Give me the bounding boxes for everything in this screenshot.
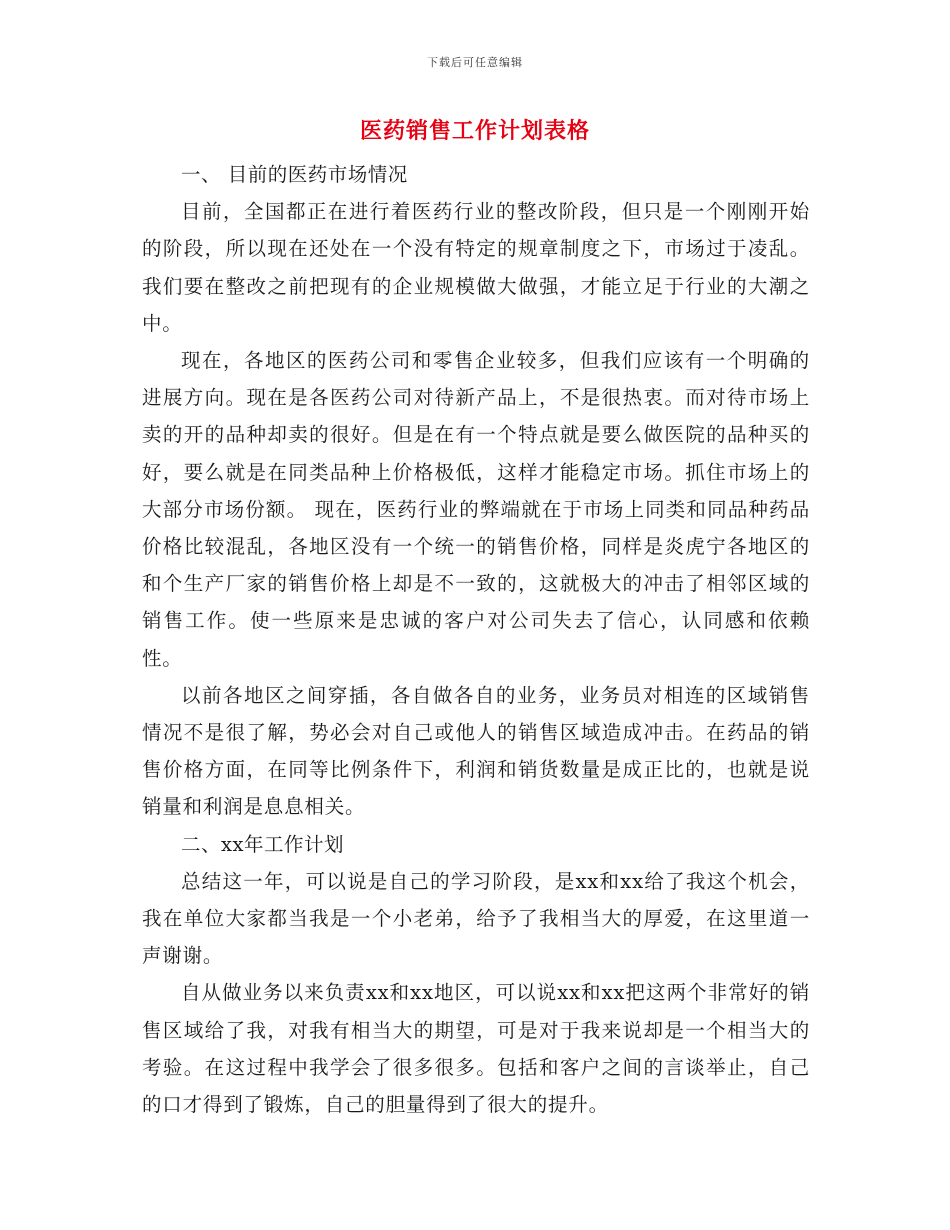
paragraph: 自从做业务以来负责xx和xx地区，可以说xx和xx把这两个非常好的销售区域给了我，对我有相当大的期望，可是对于我来说却是一个相当大的考验。在这过程中我学会了很多很多。包括和客户之间的言谈举止，自己的口才得到了锻炼，自己的胆量得到了很大的提升。 <box>142 981 810 1117</box>
paragraph: 现在，各地区的医药公司和零售企业较多，但我们应该有一个明确的进展方向。现在是各医药公司对待新产品上，不是很热衷。而对待市场上卖的开的品种却卖的很好。但是在有一个特点就是要么做医院的品种买的好，要么就是在同类品种上价格极低，这样才能稳定市场。抓住市场上的大部分市场份额。 现在，医药行业的弊端就在于市场上同类和同品种药品价格比较混乱，各地区没有一个统一的销售价格，同样是炎虎宁各地区的和个生产厂家的销售价格上却是不一致的，这就极大的冲击了相邻区域的销售工作。使一些原来是忠诚的客户对公司失去了信心，认同感和依赖性。 <box>142 349 810 670</box>
paragraph: 总结这一年，可以说是自己的学习阶段，是xx和xx给了我这个机会，我在单位大家都当我是一个小老弟，给予了我相当大的厚爱，在这里道一声谢谢。 <box>142 869 810 968</box>
section-heading-plan: 二、xx年工作计划 <box>181 832 344 856</box>
paragraph: 目前，全国都正在进行着医药行业的整改阶段，但只是一个刚刚开始的阶段，所以现在还处在一个没有特定的规章制度之下，市场过于凌乱。我们要在整改之前把现有的企业规模做大做强，才能立足于行业的大潮之中。 <box>142 200 810 335</box>
document-title: 医药销售工作计划表格 <box>359 118 590 144</box>
paragraph: 以前各地区之间穿插，各自做各自的业务，业务员对相连的区域销售情况不是很了解，势必会对自己或他人的销售区域造成冲击。在药品的销售价格方面，在同等比例条件下，利润和销货数量是成正比的，也就是说销量和利润是息息相关。 <box>142 683 810 819</box>
document-body <box>142 156 810 1123</box>
header-note: 下载后可任意编辑 <box>427 56 523 69</box>
section-heading-market: 一、 目前的医药市场情况 <box>181 163 408 186</box>
